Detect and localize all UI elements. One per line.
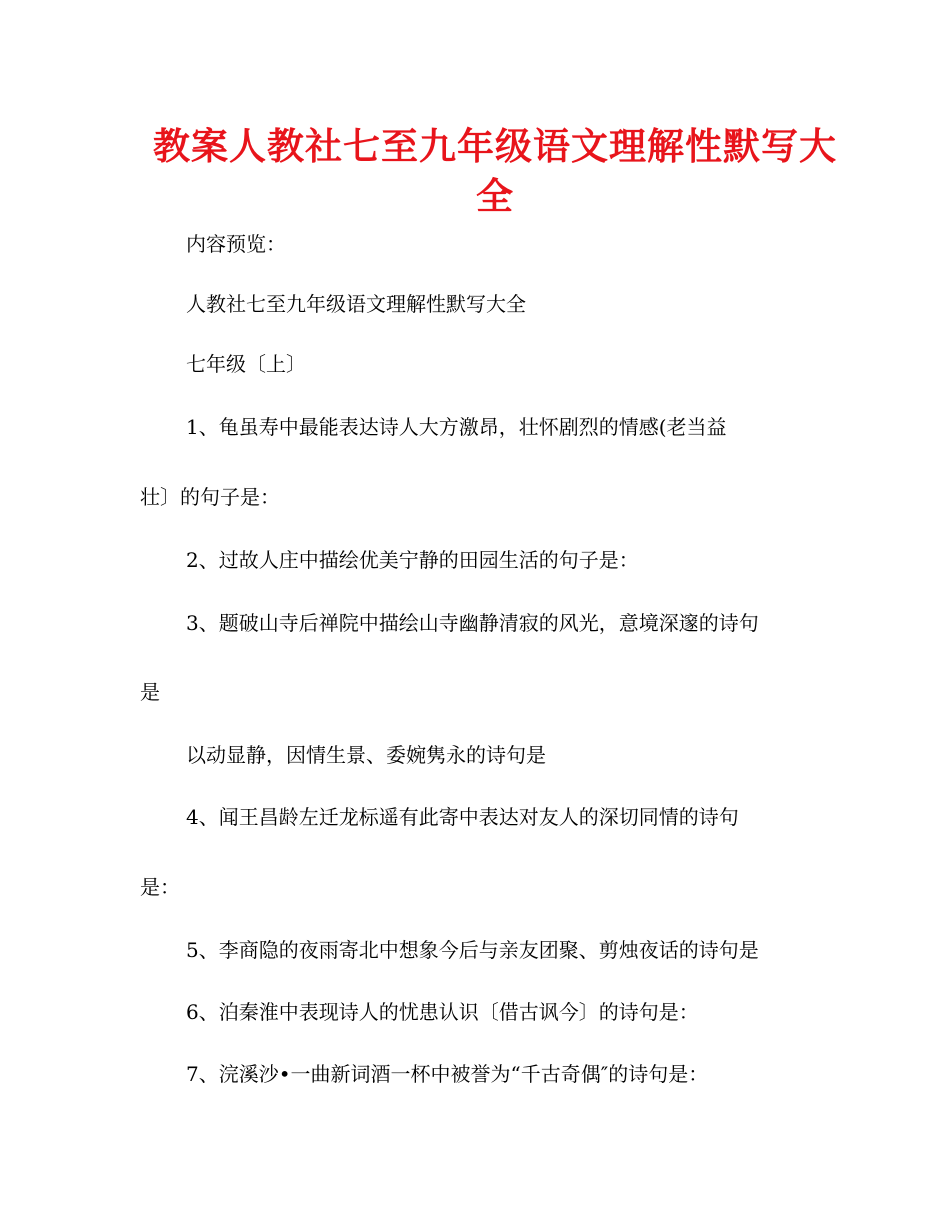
question-1-line-2: 壮〕的句子是： [140,485,280,509]
question-3-line-1: 3、题破山寺后禅院中描绘山寺幽静清寂的风光，意境深邃的诗句 [186,611,759,635]
question-6: 6、泊秦淮中表现诗人的忧患认识〔借古讽今〕的诗句是： [186,1000,699,1024]
preview-label: 内容预览： [186,232,286,256]
section-heading: 七年级〔上〕 [186,352,306,376]
question-1-line-1: 1、龟虽寿中最能表达诗人大方激昂，壮怀剧烈的情感(老当益 [186,415,727,439]
question-7: 7、浣溪沙•一曲新词酒一杯中被誉为“千古奇偶″的诗句是： [186,1062,709,1086]
question-4-line-2: 是： [140,875,180,899]
document-title-line-2: 全 [476,175,514,218]
question-5: 5、李商隐的夜雨寄北中想象今后与亲友团聚、剪烛夜话的诗句是 [186,938,759,962]
question-3-line-3: 以动显静，因情生景、委婉隽永的诗句是 [186,743,546,767]
document-title-line-1: 教案人教社七至九年级语文理解性默写大 [153,125,837,168]
subtitle: 人教社七至九年级语文理解性默写大全 [186,292,526,316]
question-4-line-1: 4、闻王昌龄左迁龙标遥有此寄中表达对友人的深切同情的诗句 [186,805,739,829]
question-2: 2、过故人庄中描绘优美宁静的田园生活的句子是： [186,548,639,572]
question-3-line-2: 是 [140,680,160,704]
